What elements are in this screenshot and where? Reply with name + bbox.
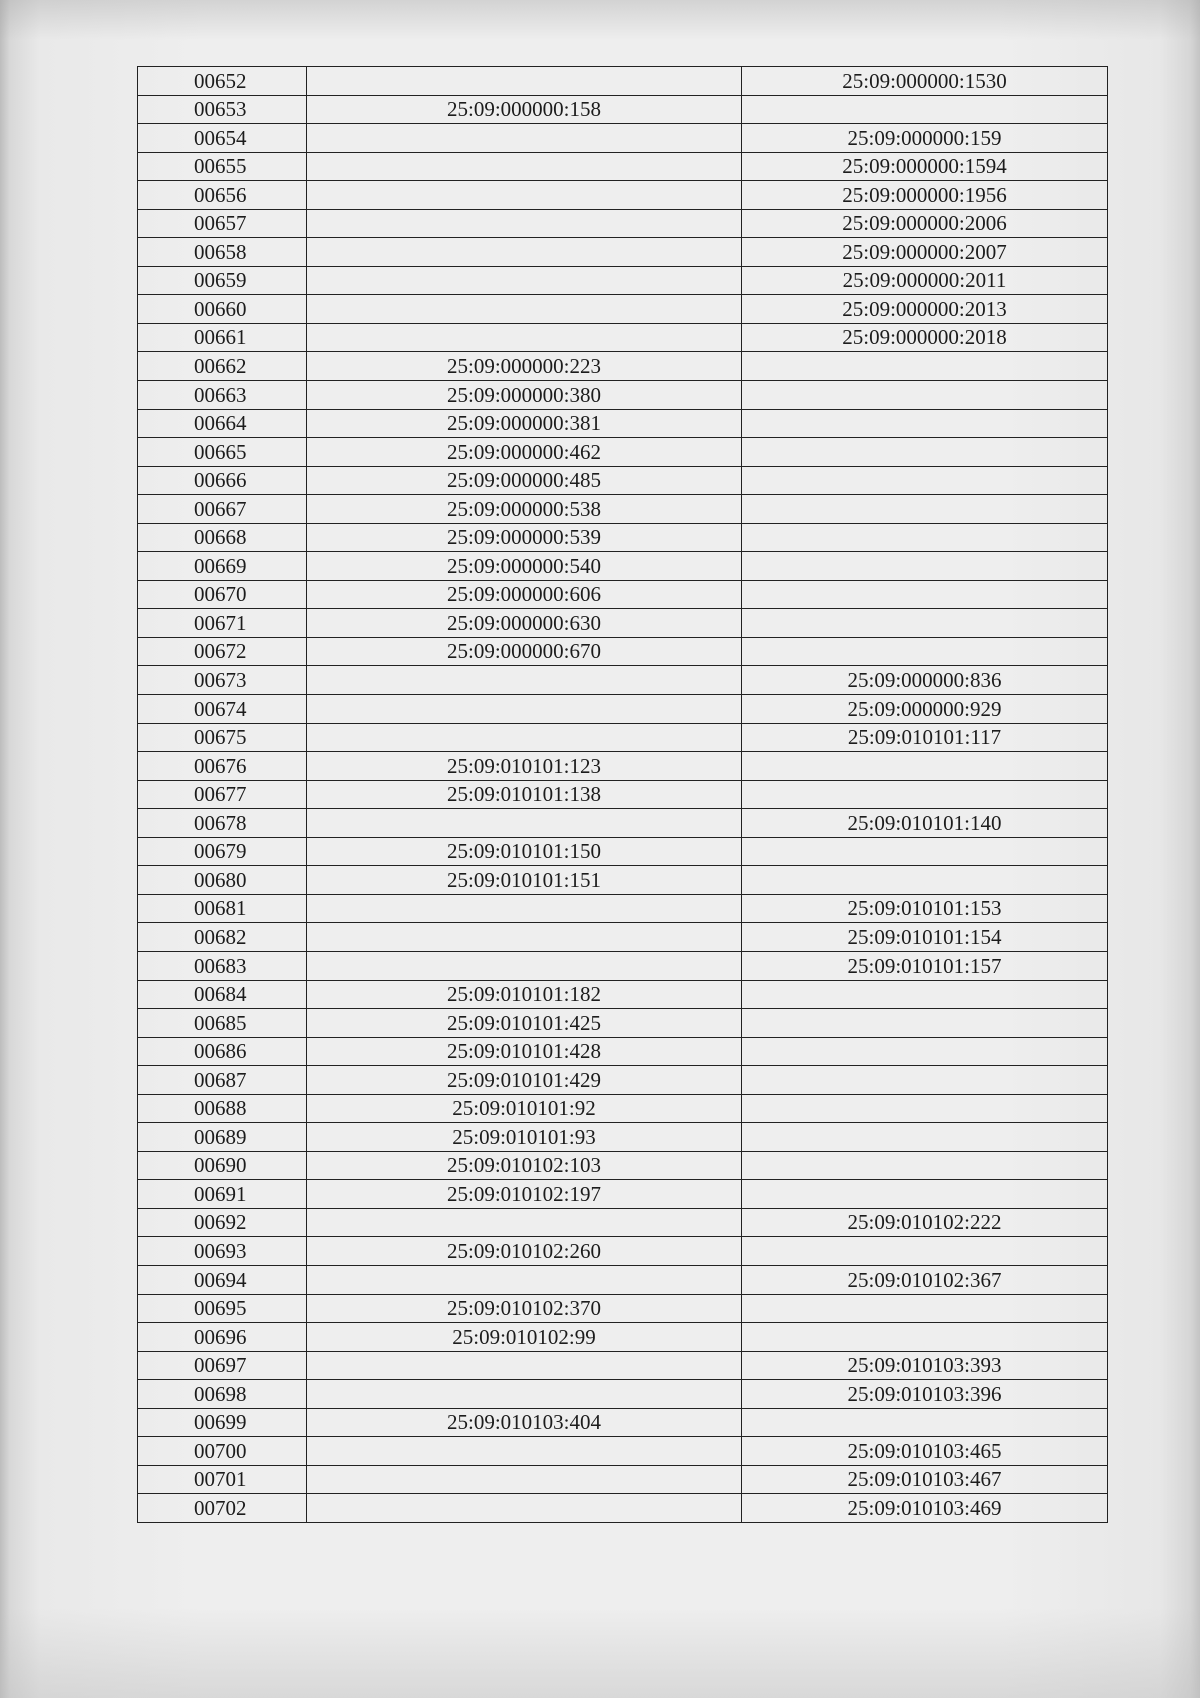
cadastral-number-cell-a: 25:09:000000:630	[307, 609, 742, 638]
row-number-cell: 00696	[138, 1323, 307, 1352]
scan-shadow-top	[0, 0, 1200, 40]
cadastral-number-cell-a: 25:09:010101:150	[307, 837, 742, 866]
cadastral-number-cell-b	[742, 552, 1108, 581]
cadastral-number-cell-b: 25:09:000000:1956	[742, 181, 1108, 210]
table-row	[138, 95, 1108, 124]
row-number-cell: 00681	[138, 894, 307, 923]
table-row	[138, 809, 1108, 838]
row-number-cell: 00679	[138, 837, 307, 866]
row-number-cell: 00657	[138, 209, 307, 238]
table-row	[138, 1066, 1108, 1095]
table-row	[138, 666, 1108, 695]
table-row	[138, 124, 1108, 153]
table-row	[138, 1009, 1108, 1038]
cadastral-number-cell-b	[742, 580, 1108, 609]
cadastral-number-cell-b	[742, 1408, 1108, 1437]
cadastral-number-cell-a: 25:09:000000:538	[307, 495, 742, 524]
cadastral-number-cell-a: 25:09:010101:425	[307, 1009, 742, 1038]
table-row	[138, 866, 1108, 895]
cadastral-number-cell-b: 25:09:000000:2018	[742, 323, 1108, 352]
cadastral-number-cell-a: 25:09:010102:197	[307, 1180, 742, 1209]
table-row	[138, 1237, 1108, 1266]
row-number-cell: 00666	[138, 466, 307, 495]
cadastral-number-cell-b	[742, 438, 1108, 467]
table-row	[138, 1494, 1108, 1523]
cadastral-number-cell-a: 25:09:000000:158	[307, 95, 742, 124]
scan-shadow-bottom	[0, 1608, 1200, 1698]
row-number-cell: 00683	[138, 951, 307, 980]
cadastral-number-table	[137, 66, 1108, 1523]
cadastral-number-cell-b	[742, 409, 1108, 438]
cadastral-number-cell-b: 25:09:000000:1530	[742, 67, 1108, 96]
cadastral-number-cell-b: 25:09:000000:929	[742, 695, 1108, 724]
cadastral-number-cell-b: 25:09:010101:117	[742, 723, 1108, 752]
row-number-cell: 00697	[138, 1351, 307, 1380]
cadastral-number-cell-a: 25:09:000000:606	[307, 580, 742, 609]
row-number-cell: 00676	[138, 752, 307, 781]
table-row	[138, 295, 1108, 324]
cadastral-number-cell-b	[742, 1237, 1108, 1266]
row-number-cell: 00653	[138, 95, 307, 124]
cadastral-number-cell-a	[307, 181, 742, 210]
cadastral-number-cell-a	[307, 809, 742, 838]
cadastral-number-cell-b	[742, 466, 1108, 495]
cadastral-number-cell-b	[742, 837, 1108, 866]
table-row	[138, 1294, 1108, 1323]
table-row	[138, 752, 1108, 781]
row-number-cell: 00668	[138, 523, 307, 552]
cadastral-number-cell-b: 25:09:000000:1594	[742, 152, 1108, 181]
table-row	[138, 67, 1108, 96]
table-row	[138, 695, 1108, 724]
table-row	[138, 951, 1108, 980]
cadastral-number-cell-a	[307, 1208, 742, 1237]
cadastral-number-cell-a: 25:09:010102:99	[307, 1323, 742, 1352]
row-number-cell: 00698	[138, 1380, 307, 1409]
table-row	[138, 1180, 1108, 1209]
cadastral-number-cell-a: 25:09:000000:223	[307, 352, 742, 381]
row-number-cell: 00672	[138, 637, 307, 666]
table-row	[138, 1208, 1108, 1237]
row-number-cell: 00677	[138, 780, 307, 809]
table-row	[138, 523, 1108, 552]
row-number-cell: 00660	[138, 295, 307, 324]
cadastral-number-cell-b	[742, 1123, 1108, 1152]
cadastral-number-cell-a	[307, 666, 742, 695]
cadastral-number-cell-a: 25:09:010101:151	[307, 866, 742, 895]
cadastral-number-cell-b	[742, 866, 1108, 895]
table-row	[138, 381, 1108, 410]
cadastral-number-cell-b	[742, 523, 1108, 552]
cadastral-number-cell-a: 25:09:010101:123	[307, 752, 742, 781]
cadastral-number-cell-b	[742, 780, 1108, 809]
cadastral-number-cell-a	[307, 67, 742, 96]
cadastral-number-cell-a: 25:09:000000:539	[307, 523, 742, 552]
table-row	[138, 438, 1108, 467]
row-number-cell: 00702	[138, 1494, 307, 1523]
cadastral-number-cell-b: 25:09:010103:467	[742, 1465, 1108, 1494]
table-row	[138, 894, 1108, 923]
table-row	[138, 409, 1108, 438]
cadastral-number-cell-a	[307, 1494, 742, 1523]
row-number-cell: 00699	[138, 1408, 307, 1437]
cadastral-number-cell-a: 25:09:010102:103	[307, 1151, 742, 1180]
cadastral-number-cell-a	[307, 209, 742, 238]
cadastral-number-cell-b	[742, 980, 1108, 1009]
cadastral-number-cell-b	[742, 1094, 1108, 1123]
row-number-cell: 00662	[138, 352, 307, 381]
cadastral-number-cell-a: 25:09:000000:670	[307, 637, 742, 666]
row-number-cell: 00684	[138, 980, 307, 1009]
table-row	[138, 923, 1108, 952]
table-row	[138, 181, 1108, 210]
table-row	[138, 266, 1108, 295]
cadastral-number-cell-a	[307, 695, 742, 724]
cadastral-number-cell-b: 25:09:000000:2011	[742, 266, 1108, 295]
cadastral-number-cell-b	[742, 1323, 1108, 1352]
cadastral-number-cell-b: 25:09:010101:140	[742, 809, 1108, 838]
row-number-cell: 00688	[138, 1094, 307, 1123]
row-number-cell: 00678	[138, 809, 307, 838]
row-number-cell: 00667	[138, 495, 307, 524]
table-row	[138, 1037, 1108, 1066]
row-number-cell: 00664	[138, 409, 307, 438]
cadastral-number-cell-b	[742, 352, 1108, 381]
row-number-cell: 00695	[138, 1294, 307, 1323]
cadastral-number-cell-b: 25:09:010103:393	[742, 1351, 1108, 1380]
cadastral-number-cell-a	[307, 951, 742, 980]
cadastral-number-cell-a	[307, 894, 742, 923]
table-row	[138, 637, 1108, 666]
row-number-cell: 00674	[138, 695, 307, 724]
table-row	[138, 552, 1108, 581]
row-number-cell: 00655	[138, 152, 307, 181]
row-number-cell: 00690	[138, 1151, 307, 1180]
cadastral-number-cell-b	[742, 1180, 1108, 1209]
cadastral-number-cell-b: 25:09:010102:222	[742, 1208, 1108, 1237]
row-number-cell: 00654	[138, 124, 307, 153]
cadastral-number-cell-a: 25:09:010103:404	[307, 1408, 742, 1437]
cadastral-number-cell-a	[307, 266, 742, 295]
row-number-cell: 00652	[138, 67, 307, 96]
row-number-cell: 00693	[138, 1237, 307, 1266]
cadastral-number-cell-a: 25:09:010101:92	[307, 1094, 742, 1123]
table-row	[138, 352, 1108, 381]
cadastral-number-cell-b: 25:09:000000:2007	[742, 238, 1108, 267]
table-row	[138, 780, 1108, 809]
cadastral-number-cell-a	[307, 238, 742, 267]
cadastral-number-cell-b: 25:09:000000:2013	[742, 295, 1108, 324]
cadastral-number-cell-b	[742, 1151, 1108, 1180]
row-number-cell: 00680	[138, 866, 307, 895]
cadastral-number-cell-a	[307, 152, 742, 181]
cadastral-number-cell-b: 25:09:000000:2006	[742, 209, 1108, 238]
row-number-cell: 00669	[138, 552, 307, 581]
cadastral-number-cell-a	[307, 323, 742, 352]
cadastral-number-cell-a	[307, 1380, 742, 1409]
cadastral-number-cell-a	[307, 295, 742, 324]
table-row	[138, 1380, 1108, 1409]
cadastral-number-cell-a	[307, 1351, 742, 1380]
table-row	[138, 1408, 1108, 1437]
table-row	[138, 609, 1108, 638]
row-number-cell: 00656	[138, 181, 307, 210]
table-body	[138, 67, 1108, 1523]
row-number-cell: 00694	[138, 1265, 307, 1294]
row-number-cell: 00661	[138, 323, 307, 352]
table-row	[138, 1323, 1108, 1352]
cadastral-number-cell-b: 25:09:000000:159	[742, 124, 1108, 153]
cadastral-number-cell-b: 25:09:010101:153	[742, 894, 1108, 923]
table-row	[138, 1151, 1108, 1180]
cadastral-number-cell-b: 25:09:010101:157	[742, 951, 1108, 980]
cadastral-number-cell-b: 25:09:010101:154	[742, 923, 1108, 952]
row-number-cell: 00675	[138, 723, 307, 752]
table-row	[138, 580, 1108, 609]
cadastral-number-cell-a: 25:09:010102:370	[307, 1294, 742, 1323]
row-number-cell: 00658	[138, 238, 307, 267]
cadastral-number-cell-a: 25:09:000000:381	[307, 409, 742, 438]
row-number-cell: 00686	[138, 1037, 307, 1066]
cadastral-number-cell-a: 25:09:010102:260	[307, 1237, 742, 1266]
cadastral-number-cell-a: 25:09:000000:540	[307, 552, 742, 581]
table-row	[138, 466, 1108, 495]
table-row	[138, 1465, 1108, 1494]
cadastral-number-cell-b: 25:09:010102:367	[742, 1265, 1108, 1294]
cadastral-number-cell-a: 25:09:010101:93	[307, 1123, 742, 1152]
row-number-cell: 00682	[138, 923, 307, 952]
row-number-cell: 00685	[138, 1009, 307, 1038]
row-number-cell: 00670	[138, 580, 307, 609]
cadastral-number-cell-a: 25:09:000000:485	[307, 466, 742, 495]
cadastral-number-cell-b	[742, 1066, 1108, 1095]
cadastral-number-cell-a	[307, 1265, 742, 1294]
cadastral-number-cell-b	[742, 1294, 1108, 1323]
table-row	[138, 209, 1108, 238]
cadastral-number-cell-b	[742, 1037, 1108, 1066]
table-row	[138, 238, 1108, 267]
cadastral-number-cell-b: 25:09:010103:469	[742, 1494, 1108, 1523]
cadastral-number-cell-b	[742, 495, 1108, 524]
cadastral-number-cell-b: 25:09:010103:396	[742, 1380, 1108, 1409]
row-number-cell: 00700	[138, 1437, 307, 1466]
table-row	[138, 723, 1108, 752]
cadastral-number-cell-b	[742, 637, 1108, 666]
cadastral-number-cell-a: 25:09:000000:380	[307, 381, 742, 410]
row-number-cell: 00665	[138, 438, 307, 467]
row-number-cell: 00671	[138, 609, 307, 638]
cadastral-number-cell-a	[307, 1465, 742, 1494]
row-number-cell: 00659	[138, 266, 307, 295]
cadastral-number-cell-b	[742, 95, 1108, 124]
table-row	[138, 980, 1108, 1009]
table-row	[138, 1351, 1108, 1380]
table-row	[138, 323, 1108, 352]
cadastral-number-cell-a	[307, 124, 742, 153]
cadastral-number-cell-a: 25:09:010101:428	[307, 1037, 742, 1066]
row-number-cell: 00689	[138, 1123, 307, 1152]
table-row	[138, 1123, 1108, 1152]
cadastral-number-cell-a: 25:09:010101:429	[307, 1066, 742, 1095]
cadastral-number-cell-a	[307, 1437, 742, 1466]
row-number-cell: 00673	[138, 666, 307, 695]
row-number-cell: 00692	[138, 1208, 307, 1237]
table-row	[138, 152, 1108, 181]
row-number-cell: 00687	[138, 1066, 307, 1095]
cadastral-number-cell-a: 25:09:010101:138	[307, 780, 742, 809]
cadastral-number-cell-a: 25:09:010101:182	[307, 980, 742, 1009]
table-row	[138, 1437, 1108, 1466]
cadastral-number-cell-b: 25:09:000000:836	[742, 666, 1108, 695]
row-number-cell: 00691	[138, 1180, 307, 1209]
cadastral-number-cell-b	[742, 381, 1108, 410]
cadastral-number-cell-b: 25:09:010103:465	[742, 1437, 1108, 1466]
cadastral-number-cell-b	[742, 1009, 1108, 1038]
cadastral-number-cell-a	[307, 923, 742, 952]
cadastral-number-cell-a: 25:09:000000:462	[307, 438, 742, 467]
cadastral-number-cell-a	[307, 723, 742, 752]
cadastral-number-cell-b	[742, 609, 1108, 638]
table-row	[138, 1094, 1108, 1123]
row-number-cell: 00663	[138, 381, 307, 410]
cadastral-number-cell-b	[742, 752, 1108, 781]
table-row	[138, 837, 1108, 866]
row-number-cell: 00701	[138, 1465, 307, 1494]
table-row	[138, 1265, 1108, 1294]
table-row	[138, 495, 1108, 524]
